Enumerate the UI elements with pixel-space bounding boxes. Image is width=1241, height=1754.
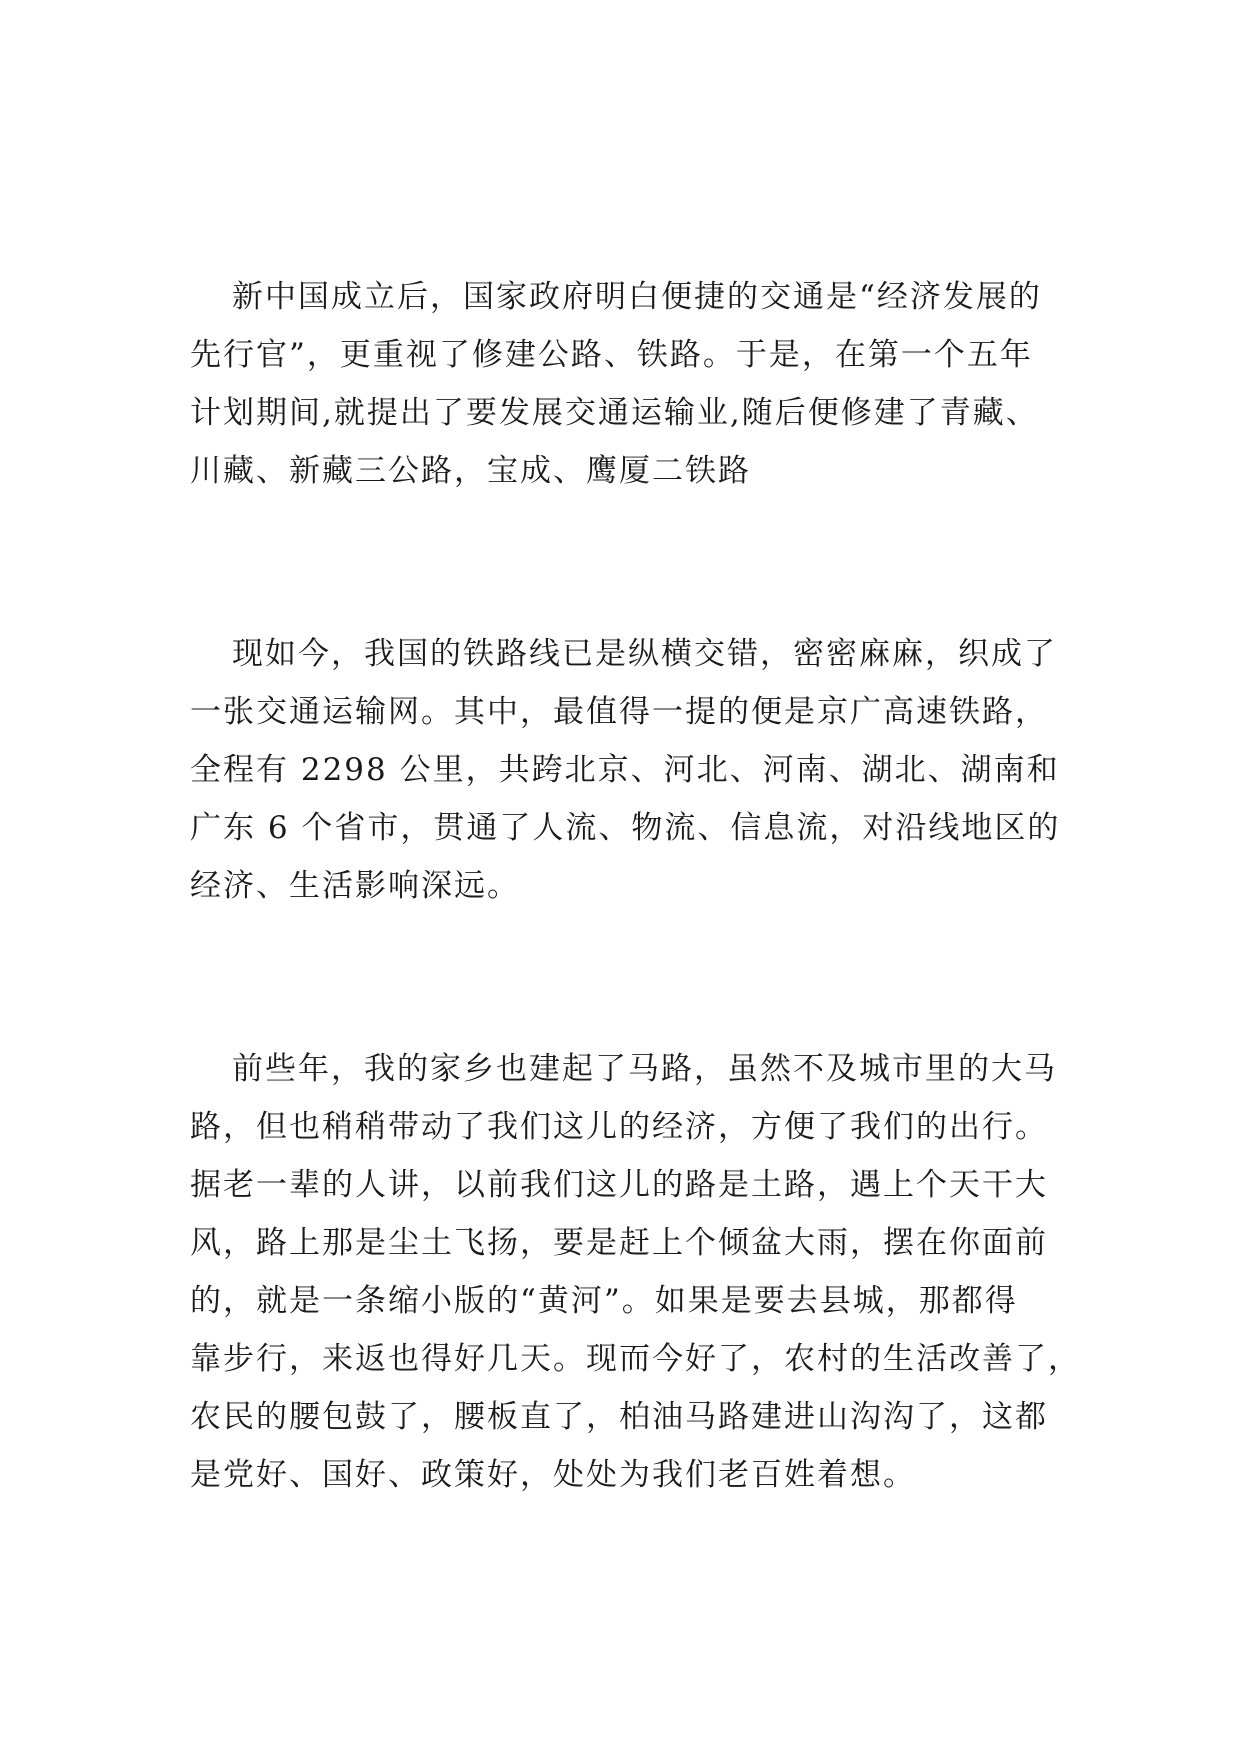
paragraph-line: 据老一辈的人讲，以前我们这儿的路是土路，遇上个天干大 xyxy=(190,1167,1048,1203)
paragraph-line: 农民的腰包鼓了，腰板直了，柏油马路建进山沟沟了，这都 xyxy=(190,1399,1048,1435)
paragraph-3 xyxy=(190,1040,1081,1504)
paragraph-line: 先行官”，更重视了修建公路、铁路。于是，在第一个五年 xyxy=(190,337,1033,373)
paragraph-line: 现如今，我国的铁路线已是纵横交错，密密麻麻，织成了 xyxy=(232,636,1057,672)
paragraph-line: 风，路上那是尘土飞扬，要是赶上个倾盆大雨，摆在你面前 xyxy=(190,1225,1048,1261)
paragraph-line: 计划期间,就提出了要发展交通运输业,随后便修建了青藏、 xyxy=(190,395,1039,431)
paragraph-line: 新中国成立后，国家政府明白便捷的交通是“经济发展的 xyxy=(232,279,1042,315)
paragraph-line: 全程有 2298 公里，共跨北京、河北、河南、湖北、湖南和 xyxy=(190,752,1060,788)
paragraph-line: 是党好、国好、政策好，处处为我们老百姓着想。 xyxy=(190,1457,916,1493)
paragraph-line: 川藏、新藏三公路，宝成、鹰厦二铁路 xyxy=(190,453,751,489)
paragraph-1 xyxy=(190,268,1070,500)
paragraph-line: 靠步行，来返也得好几天。现而今好了，农村的生活改善了， xyxy=(190,1341,1081,1377)
paragraph-line: 前些年，我的家乡也建起了马路，虽然不及城市里的大马 xyxy=(232,1051,1057,1087)
paragraph-line: 的，就是一条缩小版的“黄河”。如果是要去县城，那都得 xyxy=(190,1283,1018,1319)
paragraph-line: 一张交通运输网。其中，最值得一提的便是京广高速铁路， xyxy=(190,694,1048,730)
paragraph-line: 经济、生活影响深远。 xyxy=(190,868,520,904)
paragraph-2 xyxy=(190,625,1070,915)
paragraph-line: 路，但也稍稍带动了我们这儿的经济，方便了我们的出行。 xyxy=(190,1109,1048,1145)
paragraph-line: 广东 6 个省市，贯通了人流、物流、信息流，对沿线地区的 xyxy=(190,810,1061,846)
